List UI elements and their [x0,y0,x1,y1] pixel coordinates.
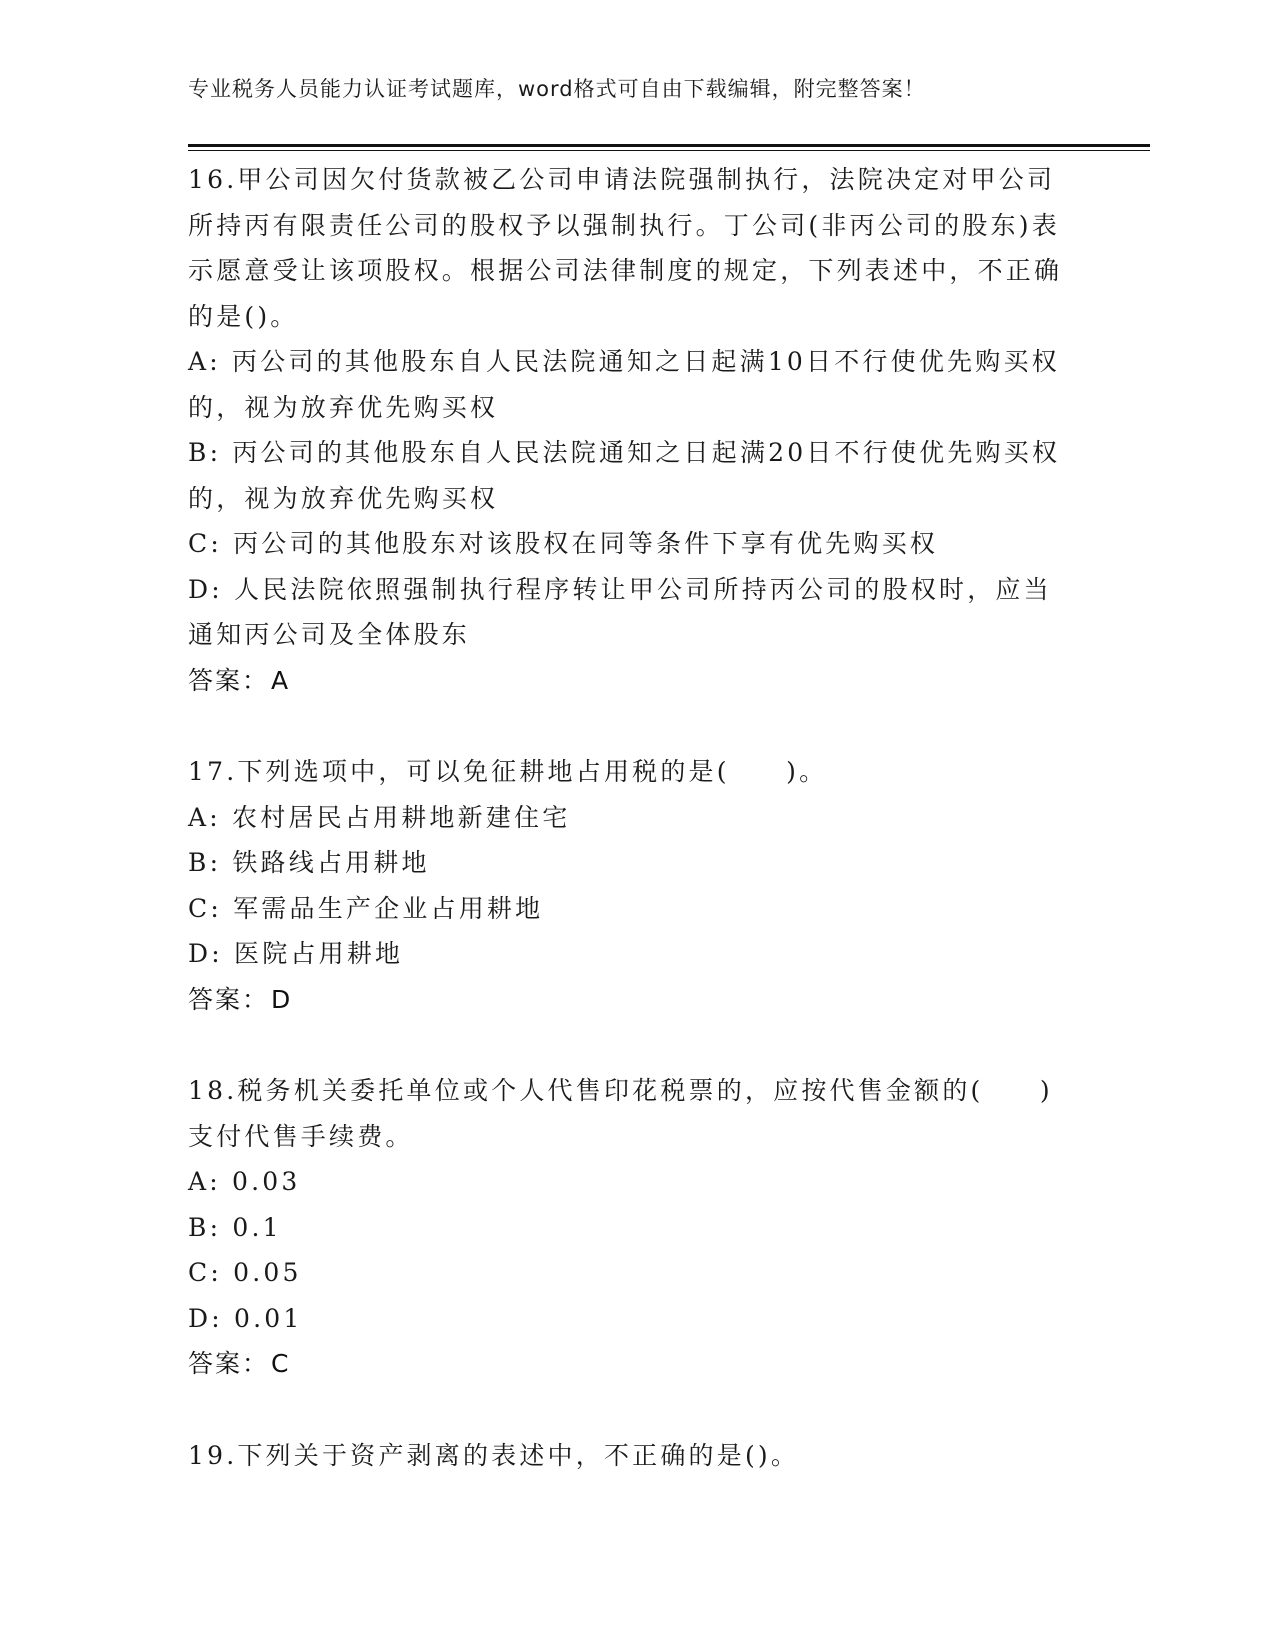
answer-value: D [271,984,291,1014]
question-list [188,157,1078,1524]
header-divider-thin [188,150,1150,151]
answer-value: A [271,665,289,695]
question-16 [188,157,1078,703]
option-c: C: 军需品生产企业占用耕地 [188,893,544,923]
question-stem: 18.税务机关委托单位或个人代售印花税票的，应按代售金额的( )支付代售手续费。 [188,1076,1053,1151]
answer-line [188,658,1078,704]
option-b: B: 铁路线占用耕地 [188,848,430,877]
answer-line [188,977,1078,1023]
question-stem: 17.下列选项中，可以免征耕地占用税的是( )。 [188,757,828,786]
page-header: 专业税务人员能力认证考试题库，word格式可自由下载编辑，附完整答案！ [188,77,926,101]
question-19 [188,1433,1078,1479]
option-d: D: 人民法院依照强制执行程序转让甲公司所持丙公司的股权时，应当通知丙公司及全体股东 [188,574,1052,649]
question-18 [188,1068,1078,1387]
question-stem: 16.甲公司因欠付货款被乙公司申请法院强制执行，法院决定对甲公司所持丙有限责任公司的股权予以强制执行。丁公司(非丙公司的股东)表示愿意受让该项股权。根据公司法律制度的规定，下列表述中，不正确的是()。 [188,165,1063,331]
answer-line [188,1341,1078,1387]
answer-value: C [271,1349,289,1378]
option-c: C: 0.05 [188,1258,302,1287]
option-d: D: 医院占用耕地 [188,939,404,968]
option-b: B: 0.1 [188,1212,282,1242]
option-d: D: 0.01 [188,1303,303,1333]
answer-label: 答案： [188,665,270,695]
option-a: A: 0.03 [188,1167,301,1196]
answer-label: 答案： [188,1349,270,1378]
option-b: B: 丙公司的其他股东自人民法院通知之日起满20日不行使优先购买权的，视为放弃优先购买权 [188,438,1061,513]
option-c: C: 丙公司的其他股东对该股权在同等条件下享有优先购买权 [188,529,939,558]
header-divider-thick [188,144,1150,147]
option-a: A: 丙公司的其他股东自人民法院通知之日起满10日不行使优先购买权的，视为放弃优先购买权 [188,347,1060,422]
answer-label: 答案： [188,984,270,1014]
option-a: A: 农村居民占用耕地新建住宅 [188,802,571,832]
question-17 [188,749,1078,1022]
question-stem: 19.下列关于资产剥离的表述中，不正确的是()。 [188,1440,800,1470]
